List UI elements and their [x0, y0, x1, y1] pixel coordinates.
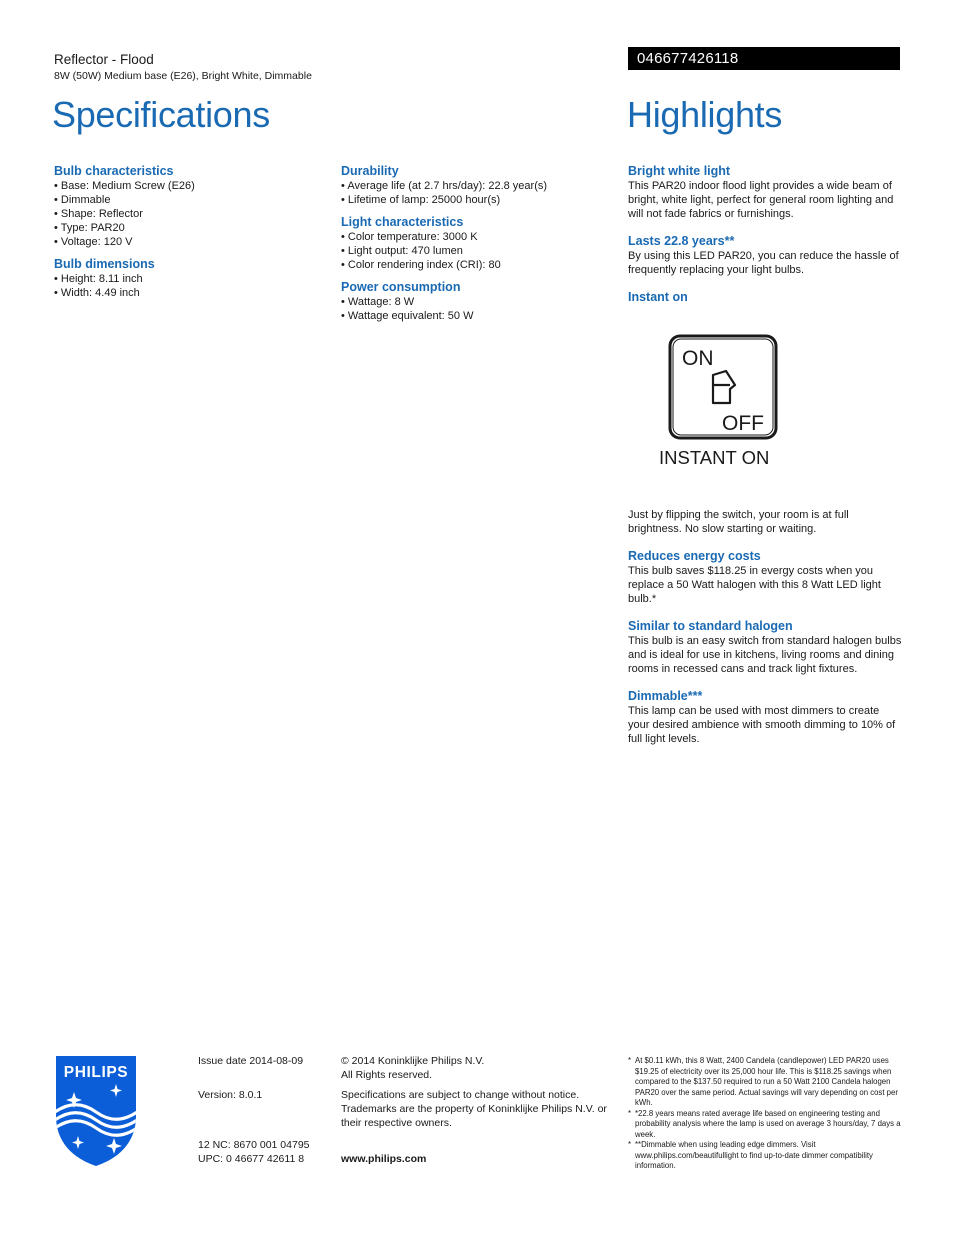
footnotes — [628, 1056, 902, 1172]
highlight-dimmable — [628, 689, 903, 746]
power-consumption-section — [341, 280, 611, 323]
spec-item: • Dimmable — [54, 193, 324, 207]
highlight-energy — [628, 549, 903, 606]
highlight-lasts — [628, 234, 903, 277]
section-heading: Bulb characteristics — [54, 164, 174, 178]
spec-item: • Color temperature: 3000 K — [341, 230, 611, 244]
switch-off-label: OFF — [722, 412, 764, 435]
spec-item: • Average life (at 2.7 hrs/day): 22.8 year(s) — [341, 179, 611, 193]
highlight-text: This bulb saves $118.25 in evergy costs when you replace a 50 Watt halogen with this 8 Watt LED light bulb.* — [628, 565, 881, 605]
footnote-mark: * — [628, 1140, 632, 1149]
issue-date: Issue date 2014-08-09 — [198, 1055, 304, 1067]
highlight-heading: Instant on — [628, 290, 688, 304]
spec-column-1 — [54, 164, 324, 308]
highlight-instant-on — [628, 290, 903, 536]
product-name: Reflector - Flood — [54, 52, 154, 67]
footnote-text: *22.8 years means rated average life based on engineering testing and probability analysis where the lamp is used on average 3 hours/day, 7 days a week. — [635, 1108, 901, 1139]
footnote-text: **Dimmable when using leading edge dimmers. Visit www.philips.com/beautifullight to find up-to-date dimmer compatibility information. — [635, 1140, 873, 1170]
website-link[interactable]: www.philips.com — [341, 1153, 427, 1165]
footnote — [628, 1056, 902, 1109]
footnote-text: At $0.11 kWh, this 8 Watt, 2400 Candela (candlepower) LED PAR20 uses $19.25 of electricity over its 25,000 hour life. This is $118.25 savings when compared to the $137.50 required to run a 50 Watt 2100 Candela halogen PAR20 over the same period. Actual savings will vary depending on cost per kWh. — [635, 1056, 898, 1107]
light-characteristics-section — [341, 215, 611, 272]
nc-number: 12 NC: 8670 001 04795 — [198, 1139, 310, 1151]
highlight-heading: Bright white light — [628, 164, 731, 178]
product-code-badge: 046677426118 — [628, 47, 900, 70]
spec-item: • Type: PAR20 — [54, 221, 324, 235]
instant-on-caption: INSTANT ON — [659, 447, 770, 468]
spec-item: • Width: 4.49 inch — [54, 286, 324, 300]
footnote-mark: * — [628, 1056, 632, 1065]
philips-shield-logo — [54, 1054, 138, 1168]
switch-on-label: ON — [682, 347, 714, 370]
copyright: © 2014 Koninklijke Philips N.V. — [341, 1055, 485, 1067]
bulb-characteristics-section — [54, 164, 324, 249]
upc-number: UPC: 0 46677 42611 8 — [198, 1153, 305, 1165]
highlight-bright-white — [628, 164, 903, 221]
highlight-text: Just by flipping the switch, your room is at full brightness. No slow starting or waiting. — [628, 509, 849, 535]
section-heading: Light characteristics — [341, 215, 464, 229]
switch-rocker — [713, 371, 735, 403]
highlights-title: Highlights — [627, 94, 783, 135]
specifications-title: Specifications — [52, 94, 270, 135]
section-heading: Power consumption — [341, 280, 461, 294]
highlight-heading: Dimmable*** — [628, 689, 703, 703]
highlight-text: By using this LED PAR20, you can reduce the hassle of frequently replacing your light bulbs. — [628, 250, 899, 276]
spec-item: • Lifetime of lamp: 25000 hour(s) — [341, 193, 611, 207]
highlight-heading: Similar to standard halogen — [628, 619, 793, 633]
logo-wordmark: PHILIPS — [63, 1064, 129, 1081]
spec-notice: Specifications are subject to change without notice. Trademarks are the property of Koninklijke Philips N.V. or their respective owners. — [341, 1089, 607, 1129]
product-subtitle: 8W (50W) Medium base (E26), Bright White, Dimmable — [54, 70, 312, 82]
section-heading: Durability — [341, 164, 399, 178]
highlight-heading: Lasts 22.8 years** — [628, 234, 735, 248]
highlight-text: This bulb is an easy switch from standard halogen bulbs and is ideal for use in kitchens, living rooms and dining rooms in recessed cans and track light fixtures. — [628, 635, 902, 675]
spec-item: • Height: 8.11 inch — [54, 272, 324, 286]
bulb-dimensions-section — [54, 257, 324, 300]
spec-item: • Voltage: 120 V — [54, 235, 324, 249]
highlight-text: This PAR20 indoor flood light provides a wide beam of bright, white light, perfect for general room lighting and will not fade fabrics or furnishings. — [628, 180, 894, 220]
section-heading: Bulb dimensions — [54, 257, 155, 271]
spec-item: • Wattage: 8 W — [341, 295, 611, 309]
spec-item: • Base: Medium Screw (E26) — [54, 179, 324, 193]
spec-item: • Shape: Reflector — [54, 207, 324, 221]
highlights-column — [628, 164, 903, 759]
highlight-halogen — [628, 619, 903, 676]
highlight-heading: Reduces energy costs — [628, 549, 761, 563]
product-numbers — [198, 1138, 310, 1166]
copyright-block — [341, 1054, 484, 1082]
spec-column-2 — [341, 164, 611, 331]
spec-item: • Light output: 470 lumen — [341, 244, 611, 258]
spec-item: • Wattage equivalent: 50 W — [341, 309, 611, 323]
instant-on-switch-icon — [656, 333, 796, 473]
spec-item: • Color rendering index (CRI): 80 — [341, 258, 611, 272]
rights: All Rights reserved. — [341, 1069, 433, 1081]
version: Version: 8.0.1 — [198, 1089, 263, 1101]
footnote — [628, 1109, 902, 1141]
highlight-text: This lamp can be used with most dimmers to create your desired ambience with smooth dimming to 10% of full light levels. — [628, 705, 896, 745]
durability-section — [341, 164, 611, 207]
footnote-mark: * — [628, 1108, 632, 1118]
footnote — [628, 1140, 902, 1172]
